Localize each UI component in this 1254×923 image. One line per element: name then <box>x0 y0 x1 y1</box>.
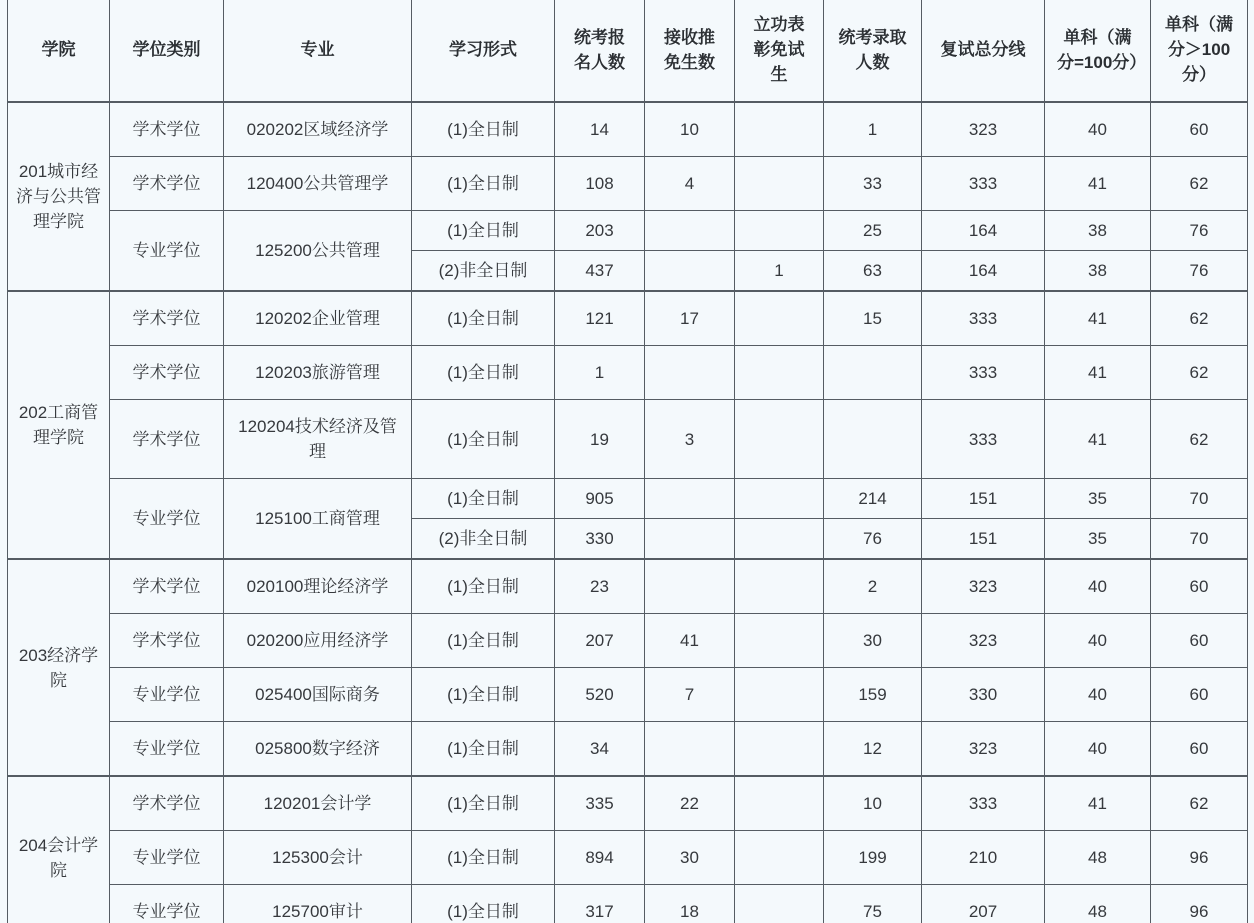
table-cell: 333 <box>922 157 1045 211</box>
table-cell: (1)全日制 <box>412 479 555 519</box>
table-cell: 34 <box>555 722 645 777</box>
table-cell: 41 <box>1045 346 1151 400</box>
admissions-table-container <box>7 0 1254 923</box>
table-cell: 151 <box>922 479 1045 519</box>
table-cell: 520 <box>555 668 645 722</box>
major-cell: 125200公共管理 <box>224 211 412 292</box>
table-cell: 62 <box>1151 776 1248 831</box>
table-cell: 学术学位 <box>110 614 224 668</box>
table-row <box>8 776 1248 831</box>
table-cell <box>735 885 824 923</box>
table-cell: 38 <box>1045 251 1151 292</box>
table-cell <box>735 559 824 614</box>
column-header-5: 统考报名人数 <box>555 0 645 102</box>
table-cell: 323 <box>922 614 1045 668</box>
table-cell: 25 <box>824 211 922 251</box>
table-cell: 333 <box>922 776 1045 831</box>
table-cell: 96 <box>1151 831 1248 885</box>
table-cell: (2)非全日制 <box>412 519 555 560</box>
table-cell: 40 <box>1045 559 1151 614</box>
table-cell <box>645 722 735 777</box>
table-cell: 专业学位 <box>110 479 224 560</box>
table-cell <box>824 400 922 479</box>
column-header-2: 学位类别 <box>110 0 224 102</box>
table-cell: (1)全日制 <box>412 722 555 777</box>
table-cell: 学术学位 <box>110 157 224 211</box>
table-cell: 学术学位 <box>110 291 224 346</box>
table-cell: (1)全日制 <box>412 614 555 668</box>
table-cell: 41 <box>1045 157 1151 211</box>
table-cell <box>735 722 824 777</box>
column-header-4: 学习形式 <box>412 0 555 102</box>
table-cell: 10 <box>824 776 922 831</box>
table-cell: 330 <box>555 519 645 560</box>
table-cell: 60 <box>1151 722 1248 777</box>
table-cell: 164 <box>922 251 1045 292</box>
major-cell: 020202区域经济学 <box>224 102 412 157</box>
table-cell: 专业学位 <box>110 668 224 722</box>
table-cell: 76 <box>824 519 922 560</box>
table-cell: 75 <box>824 885 922 923</box>
major-cell: 020200应用经济学 <box>224 614 412 668</box>
table-cell: 3 <box>645 400 735 479</box>
column-header-11: 单科（满分＞100分） <box>1151 0 1248 102</box>
table-cell: 108 <box>555 157 645 211</box>
table-cell: 1 <box>824 102 922 157</box>
table-cell: 30 <box>645 831 735 885</box>
table-cell: 323 <box>922 102 1045 157</box>
table-cell: 学术学位 <box>110 102 224 157</box>
table-cell <box>645 251 735 292</box>
table-cell: 专业学位 <box>110 722 224 777</box>
major-cell: 125300会计 <box>224 831 412 885</box>
table-cell: 学术学位 <box>110 400 224 479</box>
major-cell: 120203旅游管理 <box>224 346 412 400</box>
table-row <box>8 614 1248 668</box>
table-cell: 48 <box>1045 885 1151 923</box>
table-cell: 学术学位 <box>110 776 224 831</box>
major-cell: 020100理论经济学 <box>224 559 412 614</box>
table-cell: 63 <box>824 251 922 292</box>
table-cell: 323 <box>922 559 1045 614</box>
table-cell: 1 <box>555 346 645 400</box>
table-body <box>8 102 1248 923</box>
table-cell: 151 <box>922 519 1045 560</box>
table-cell: 35 <box>1045 479 1151 519</box>
table-cell: 40 <box>1045 668 1151 722</box>
table-cell: (1)全日制 <box>412 885 555 923</box>
column-header-3: 专业 <box>224 0 412 102</box>
table-cell: 12 <box>824 722 922 777</box>
college-cell: 204会计学院 <box>8 776 110 923</box>
column-header-10: 单科（满分=100分） <box>1045 0 1151 102</box>
column-header-8: 统考录取人数 <box>824 0 922 102</box>
table-cell: 35 <box>1045 519 1151 560</box>
major-cell: 120202企业管理 <box>224 291 412 346</box>
table-row <box>8 668 1248 722</box>
table-cell: 333 <box>922 346 1045 400</box>
table-cell: 33 <box>824 157 922 211</box>
major-cell: 120201会计学 <box>224 776 412 831</box>
table-cell <box>735 102 824 157</box>
table-cell: 4 <box>645 157 735 211</box>
column-header-1: 学院 <box>8 0 110 102</box>
column-header-9: 复试总分线 <box>922 0 1045 102</box>
table-row <box>8 400 1248 479</box>
table-cell: 96 <box>1151 885 1248 923</box>
college-cell: 203经济学院 <box>8 559 110 776</box>
table-cell: 15 <box>824 291 922 346</box>
major-cell: 125700审计 <box>224 885 412 923</box>
table-cell: 专业学位 <box>110 831 224 885</box>
table-cell: 317 <box>555 885 645 923</box>
table-cell: 894 <box>555 831 645 885</box>
major-cell: 025800数字经济 <box>224 722 412 777</box>
table-cell: 1 <box>735 251 824 292</box>
college-cell: 201城市经济与公共管理学院 <box>8 102 110 291</box>
table-header <box>8 0 1248 102</box>
table-cell: 199 <box>824 831 922 885</box>
table-cell: (1)全日制 <box>412 211 555 251</box>
table-cell: 专业学位 <box>110 211 224 292</box>
major-cell: 125100工商管理 <box>224 479 412 560</box>
table-cell: (2)非全日制 <box>412 251 555 292</box>
table-cell <box>735 400 824 479</box>
table-cell: (1)全日制 <box>412 400 555 479</box>
table-cell: 10 <box>645 102 735 157</box>
table-cell: 7 <box>645 668 735 722</box>
table-cell <box>735 614 824 668</box>
table-cell: 23 <box>555 559 645 614</box>
table-cell: 164 <box>922 211 1045 251</box>
table-row <box>8 102 1248 157</box>
table-cell: (1)全日制 <box>412 559 555 614</box>
admissions-table <box>7 0 1248 923</box>
table-row <box>8 211 1248 251</box>
table-cell: (1)全日制 <box>412 291 555 346</box>
table-cell <box>735 291 824 346</box>
table-cell: 专业学位 <box>110 885 224 923</box>
table-cell: 62 <box>1151 400 1248 479</box>
table-cell: 41 <box>1045 400 1151 479</box>
table-cell: 60 <box>1151 102 1248 157</box>
table-cell: 38 <box>1045 211 1151 251</box>
table-cell: 62 <box>1151 157 1248 211</box>
college-cell: 202工商管理学院 <box>8 291 110 559</box>
table-cell: 70 <box>1151 479 1248 519</box>
table-cell: 40 <box>1045 722 1151 777</box>
table-cell: 22 <box>645 776 735 831</box>
table-row <box>8 831 1248 885</box>
table-cell: 437 <box>555 251 645 292</box>
table-cell: 41 <box>645 614 735 668</box>
table-cell: 2 <box>824 559 922 614</box>
table-cell: (1)全日制 <box>412 668 555 722</box>
table-cell <box>735 519 824 560</box>
table-cell: 905 <box>555 479 645 519</box>
table-cell: (1)全日制 <box>412 102 555 157</box>
table-cell: 14 <box>555 102 645 157</box>
table-cell <box>645 346 735 400</box>
table-cell <box>645 519 735 560</box>
table-cell: 41 <box>1045 291 1151 346</box>
table-cell: 333 <box>922 400 1045 479</box>
table-cell: 333 <box>922 291 1045 346</box>
table-row <box>8 346 1248 400</box>
table-cell: 学术学位 <box>110 559 224 614</box>
table-cell: (1)全日制 <box>412 831 555 885</box>
table-cell <box>735 831 824 885</box>
major-cell: 025400国际商务 <box>224 668 412 722</box>
major-cell: 120400公共管理学 <box>224 157 412 211</box>
table-cell <box>645 559 735 614</box>
table-cell: 学术学位 <box>110 346 224 400</box>
table-cell: (1)全日制 <box>412 776 555 831</box>
table-cell: (1)全日制 <box>412 346 555 400</box>
table-cell: 207 <box>555 614 645 668</box>
table-cell: 323 <box>922 722 1045 777</box>
table-cell <box>735 479 824 519</box>
table-cell: 70 <box>1151 519 1248 560</box>
table-cell: 159 <box>824 668 922 722</box>
table-cell: 203 <box>555 211 645 251</box>
table-cell <box>735 346 824 400</box>
table-cell: 19 <box>555 400 645 479</box>
table-row <box>8 885 1248 923</box>
table-row <box>8 722 1248 777</box>
table-row <box>8 291 1248 346</box>
table-cell <box>735 157 824 211</box>
table-cell: 41 <box>1045 776 1151 831</box>
table-cell: 40 <box>1045 614 1151 668</box>
table-cell: 60 <box>1151 668 1248 722</box>
major-cell: 120204技术经济及管理 <box>224 400 412 479</box>
table-cell <box>645 211 735 251</box>
table-cell: 17 <box>645 291 735 346</box>
header-row <box>8 0 1248 102</box>
table-cell: 76 <box>1151 211 1248 251</box>
table-cell: 214 <box>824 479 922 519</box>
table-cell <box>735 211 824 251</box>
table-cell: 48 <box>1045 831 1151 885</box>
table-row <box>8 559 1248 614</box>
table-cell: 62 <box>1151 346 1248 400</box>
table-cell: 60 <box>1151 559 1248 614</box>
table-cell <box>824 346 922 400</box>
table-cell: 76 <box>1151 251 1248 292</box>
table-row <box>8 479 1248 519</box>
table-cell: 210 <box>922 831 1045 885</box>
column-header-7: 立功表彰免试生 <box>735 0 824 102</box>
table-cell: 335 <box>555 776 645 831</box>
column-header-6: 接收推免生数 <box>645 0 735 102</box>
table-cell: 62 <box>1151 291 1248 346</box>
table-cell: 207 <box>922 885 1045 923</box>
table-cell: 121 <box>555 291 645 346</box>
table-cell: 330 <box>922 668 1045 722</box>
table-cell <box>645 479 735 519</box>
table-cell: 40 <box>1045 102 1151 157</box>
table-cell: 18 <box>645 885 735 923</box>
table-cell: (1)全日制 <box>412 157 555 211</box>
table-row <box>8 157 1248 211</box>
table-cell <box>735 668 824 722</box>
table-cell: 60 <box>1151 614 1248 668</box>
table-cell <box>735 776 824 831</box>
table-cell: 30 <box>824 614 922 668</box>
